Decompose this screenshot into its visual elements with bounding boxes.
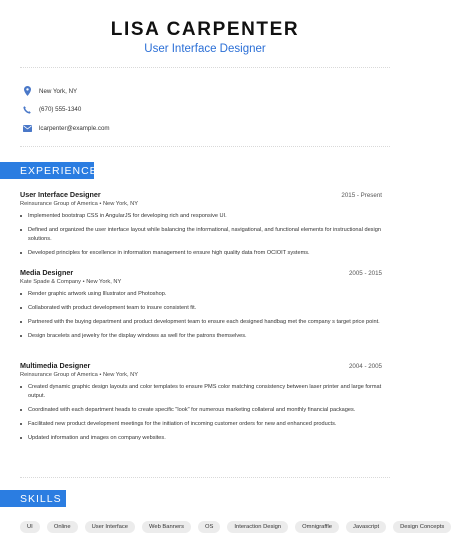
contact-email[interactable] <box>22 119 110 137</box>
skill-tag: Javascript <box>346 521 386 533</box>
skill-tag: Web Banners <box>142 521 191 533</box>
list-item: Implemented bootstrap CSS in AngularJS for developing rich and responsive UI. <box>20 212 382 221</box>
list-item: Facilitated new product development meetings for the initiation of incoming customer orders for new and enhanced products. <box>20 420 382 429</box>
candidate-name: LISA CARPENTER <box>110 19 300 40</box>
location-text: New York, NY <box>39 87 78 95</box>
job-dates: 2015 - Present <box>341 192 382 199</box>
job-title: Multimedia Designer <box>20 361 91 370</box>
list-item: Partnered with the buying department and product development team to ensure each designed handbag met the company s target price point. <box>20 318 382 327</box>
job-bullets <box>20 212 382 257</box>
envelope-icon <box>22 123 32 133</box>
phone-icon <box>22 105 32 115</box>
list-item: Coordinated with each department heads to create specific "look" for numerous marketing collateral and monthly financial packages. <box>20 406 382 415</box>
job-company: Reinsurance Group of America • New York, NY <box>20 201 139 207</box>
skill-tag: UI <box>20 521 40 533</box>
map-pin-icon <box>22 86 32 96</box>
phone-text: (670) 555-1340 <box>39 106 82 113</box>
list-item: Created dynamic graphic design layouts and color templates to ensure PMS color matching consistency between laser printer and large format output. <box>20 383 382 400</box>
list-item: Defined and organized the user interface layout while balancing the informational, navigational, and functional elements for instructional design solutions. <box>20 226 382 243</box>
job-dates: 2004 - 2005 <box>348 363 382 370</box>
skill-tag: Omnigraffle <box>295 521 339 533</box>
skill-tag: Design Concepts <box>393 521 451 533</box>
job-bullets <box>20 290 382 341</box>
list-item: Updated information and images on company websites. <box>20 434 382 443</box>
list-item: Collaborated with product development team to insure consistent fit. <box>20 304 382 313</box>
skill-tag: User Interface <box>85 521 135 533</box>
job-entry <box>20 361 382 448</box>
skills-heading: SKILLS <box>0 490 66 507</box>
skill-tag: Interaction Design <box>227 521 288 533</box>
job-bullets <box>20 383 382 442</box>
job-entry <box>20 190 382 263</box>
job-title: Media Designer <box>20 268 74 277</box>
list-item: Design bracelets and jewelry for the display windows as well for the patrons themselves. <box>20 332 382 341</box>
resume-header <box>0 0 410 56</box>
experience-heading: EXPERIENCE <box>0 162 94 179</box>
divider <box>20 477 390 478</box>
contact-location <box>22 82 110 100</box>
email-text[interactable]: lcarpenter@example.com <box>39 124 110 132</box>
skill-tag: Online <box>47 521 78 533</box>
divider <box>20 146 390 147</box>
candidate-title: User Interface Designer <box>144 43 266 55</box>
job-company: Kate Spade & Company • New York, NY <box>20 279 122 285</box>
contact-phone <box>22 101 110 119</box>
skill-tag: OS <box>198 521 220 533</box>
contact-list <box>22 82 110 138</box>
skills-list <box>20 521 451 533</box>
job-title: User Interface Designer <box>20 190 101 199</box>
list-item: Developed principles for excellence in information management to ensure high quality data from OCIOIT systems. <box>20 249 382 258</box>
job-dates: 2005 - 2015 <box>348 270 382 277</box>
divider <box>20 67 390 68</box>
job-entry <box>20 268 382 346</box>
job-company: Reinsurance Group of America • New York, NY <box>20 372 139 378</box>
list-item: Render graphic artwork using Illustrator and Photoshop. <box>20 290 382 299</box>
